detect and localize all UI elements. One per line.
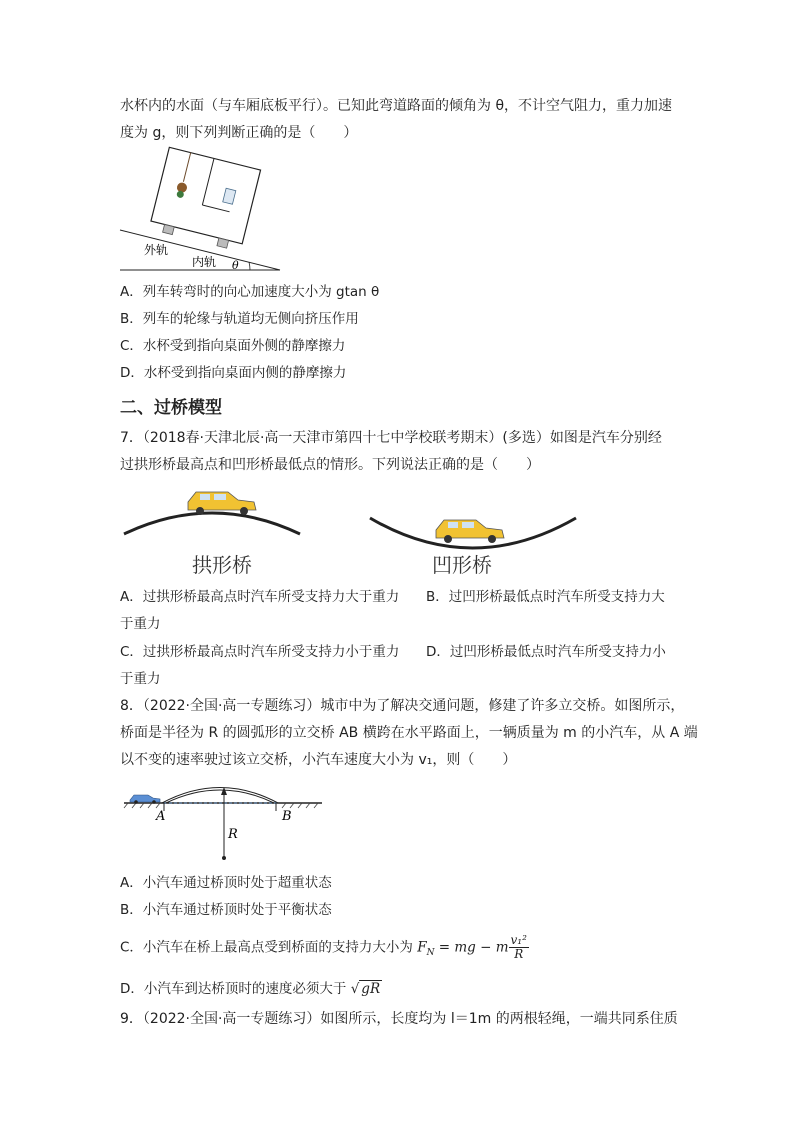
sqrt-expression: √ gR bbox=[350, 981, 381, 997]
q8-option-a: A．小汽车通过桥顶时处于超重状态 bbox=[120, 875, 332, 891]
q7-option-d-continued: 于重力 bbox=[120, 671, 161, 687]
fraction-numerator: v₁² bbox=[510, 933, 527, 947]
q8-option-d bbox=[120, 979, 382, 999]
concave-bridge-label: 凹形桥 bbox=[432, 555, 492, 577]
q7-option-a: A．过拱形桥最高点时汽车所受支持力大于重力 bbox=[120, 589, 400, 605]
arch-bridge-label: 拱形桥 bbox=[192, 555, 252, 577]
q7-option-b: B．过凹形桥最低点时汽车所受支持力大 bbox=[426, 589, 665, 605]
q6-option-b: B．列车的轮缘与轨道均无侧向挤压作用 bbox=[120, 311, 359, 327]
q8-text-line3: 以不变的速率驶过该立交桥，小汽车速度大小为 v₁，则（ ） bbox=[120, 752, 517, 768]
formula-mid: = mg − m bbox=[434, 939, 509, 956]
q7-option-d: D．过凹形桥最低点时汽车所受支持力小 bbox=[426, 644, 666, 660]
arch-bridge-curve bbox=[124, 513, 300, 534]
q6-option-a: A．列车转弯时的向心加速度大小为 gtan θ bbox=[120, 284, 380, 300]
formula-fraction bbox=[509, 934, 529, 961]
q7-text-line2: 过拱形桥最高点和凹形桥最低点的情形。下列说法正确的是（ ） bbox=[120, 457, 540, 473]
outer-rail-label: 外轨 bbox=[144, 243, 169, 257]
q7-option-b-continued: 于重力 bbox=[120, 616, 161, 632]
q8-option-b: B．小汽车通过桥顶时处于平衡状态 bbox=[120, 902, 332, 918]
car-icon-concave bbox=[436, 520, 504, 543]
formula-f: F bbox=[417, 939, 427, 956]
q6-text-line2: 度为 g，则下列判断正确的是（ ） bbox=[120, 125, 358, 141]
radius-label: R bbox=[228, 827, 238, 842]
sqrt-radicand: gR bbox=[361, 981, 381, 997]
q8-overpass-figure bbox=[122, 778, 328, 864]
q6-train-figure bbox=[118, 146, 288, 274]
fraction-denominator: R bbox=[514, 947, 524, 961]
q7-bridge-figure bbox=[120, 478, 590, 580]
q8-option-d-text: D．小汽车到达桥顶时的速度必须大于 bbox=[120, 981, 351, 997]
theta-label: θ bbox=[232, 259, 239, 272]
q8-text-line1: 8．（2022·全国·高一专题练习）城市中为了解决交通问题，修建了许多立交桥。如图所示， bbox=[120, 698, 685, 714]
inner-rail-label: 内轨 bbox=[192, 255, 217, 269]
q6-option-c: C．水杯受到指向桌面外侧的静摩擦力 bbox=[120, 338, 346, 354]
q7-option-c: C．过拱形桥最高点时汽车所受支持力小于重力 bbox=[120, 644, 400, 660]
q8-option-c-text: C．小汽车在桥上最高点受到桥面的支持力大小为 bbox=[120, 939, 418, 956]
formula-f-sub: N bbox=[426, 948, 435, 959]
point-a-label: A bbox=[156, 809, 166, 824]
q7-text-line1: 7．（2018春·天津北辰·高一天津市第四十七中学校联考期末）(多选）如图是汽车分别经 bbox=[120, 430, 662, 446]
q6-text-line1: 水杯内的水面（与车厢底板平行）。已知此弯道路面的倾角为 θ，不计空气阻力，重力加速 bbox=[120, 98, 673, 114]
carriage bbox=[149, 147, 261, 251]
q8-option-c bbox=[120, 934, 529, 963]
q8-text-line2: 桥面是半径为 R 的圆弧形的立交桥 AB 横跨在水平路面上，一辆质量为 m 的小汽车，从 A 端 bbox=[120, 725, 698, 741]
q9-text-line1: 9．（2022·全国·高一专题练习）如图所示，长度均为 l＝1m 的两根轻绳，一端共同系住质 bbox=[120, 1011, 678, 1027]
car-icon-arch bbox=[188, 492, 256, 515]
point-b-label: B bbox=[282, 809, 292, 824]
q6-option-d: D．水杯受到指向桌面内侧的静摩擦力 bbox=[120, 365, 347, 381]
section-heading: 二、过桥模型 bbox=[120, 398, 222, 418]
